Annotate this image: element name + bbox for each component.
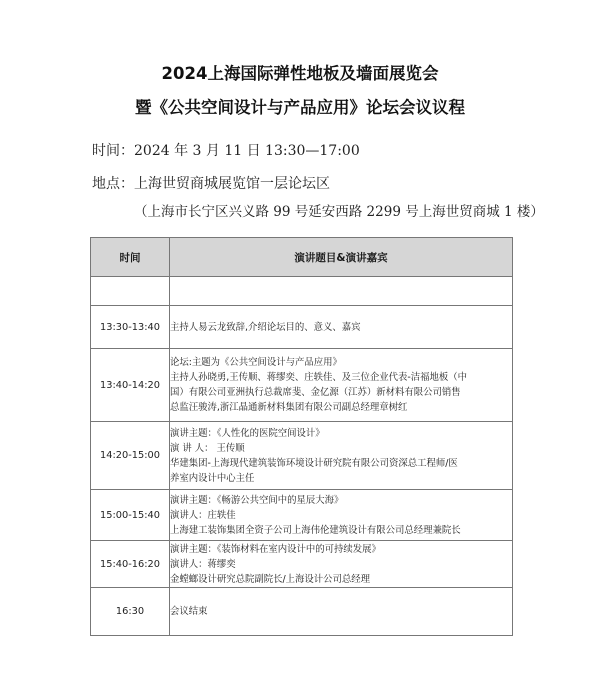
- row-time: 14:20-15:00: [91, 422, 170, 490]
- content-line: 演讲主题：《畅游公共空间中的星辰大海》: [170, 494, 344, 506]
- row-content: [170, 277, 513, 306]
- content-line: 金螳螂设计研究总院副院长/上海设计公司总经理: [170, 573, 371, 585]
- row-content: [170, 490, 513, 541]
- content-line: 演讲主题：《人性化的医院空间设计》: [170, 427, 325, 439]
- table-row: [91, 349, 513, 422]
- table-row: [91, 588, 513, 636]
- table-row: [91, 277, 513, 306]
- table-row: [91, 490, 513, 541]
- content-line: 演讲人：庄轶佳: [170, 509, 236, 521]
- content-line: 华建集团-上海现代建筑装饰环境设计研究院有限公司资深总工程师/医: [170, 457, 458, 469]
- row-time: 15:40-16:20: [91, 541, 170, 588]
- row-content: [170, 541, 513, 588]
- content-line: 主持人孙晓勇,王传顺、蒋缪奕、庄轶佳、及三位企业代表-洁福地板（中: [170, 372, 467, 383]
- content-line: 会议结束: [170, 606, 208, 617]
- row-time: 13:40-14:20: [91, 349, 170, 422]
- content-line: 总监汪骏涛,浙江晶通新材料集团有限公司副总经理章树红: [170, 402, 408, 413]
- agenda-table: [90, 237, 513, 636]
- header-topic-speaker: 演讲题目&演讲嘉宾: [170, 238, 513, 277]
- row-time: 13:30-13:40: [91, 306, 170, 349]
- document-title-line2: 暨《公共空间设计与产品应用》论坛会议议程: [135, 98, 465, 117]
- event-time: 时间：2024 年 3 月 11 日 13:30—17:00: [92, 143, 360, 159]
- content-line: 演 讲 人： 王传顺: [170, 442, 245, 454]
- table-row: [91, 541, 513, 588]
- header-time: 时间: [91, 238, 170, 277]
- content-line: 国）有限公司亚洲执行总裁席斐、金亿源（江苏）新材料有限公司销售: [170, 387, 461, 398]
- content-line: 演讲主题：《装饰材料在室内设计中的可持续发展》: [170, 543, 381, 555]
- row-content: [170, 422, 513, 490]
- row-content: [170, 306, 513, 349]
- content-line: 演讲人：蒋缪奕: [170, 558, 236, 570]
- content-line: 上海建工装饰集团全资子公司上海伟伦建筑设计有限公司总经理兼院长: [170, 524, 461, 536]
- table-row: [91, 306, 513, 349]
- event-location: 地点：上海世贸商城展览馆一层论坛区: [92, 176, 330, 192]
- row-time: [91, 277, 170, 306]
- content-line: 论坛:主题为《公共空间设计与产品应用》: [170, 357, 342, 368]
- row-content: [170, 349, 513, 422]
- agenda-header-row: [91, 238, 513, 277]
- row-time: 16:30: [91, 588, 170, 636]
- event-address: （上海市长宁区兴义路 99 号延安西路 2299 号上海世贸商城 1 楼）: [134, 204, 544, 220]
- content-line: 养室内设计中心主任: [170, 472, 255, 484]
- row-time: 15:00-15:40: [91, 490, 170, 541]
- content-line: 主持人易云龙致辞,介绍论坛目的、意义、嘉宾: [170, 321, 361, 333]
- table-row: [91, 422, 513, 490]
- document-title-line1: 2024上海国际弹性地板及墙面展览会: [161, 64, 439, 83]
- row-content: [170, 588, 513, 636]
